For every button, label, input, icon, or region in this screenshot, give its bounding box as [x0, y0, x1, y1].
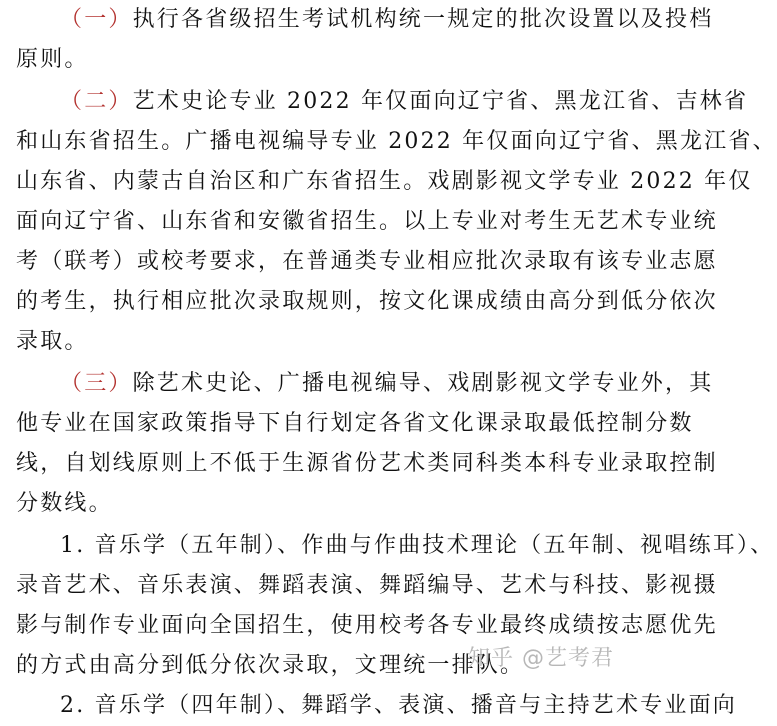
paragraph-5-line-1: 2. 音乐学（四年制）、舞蹈学、表演、播音与主持艺术专业面向 [60, 693, 737, 718]
paragraph-3-line-2: 他专业在国家政策指导下自行划定各省文化课录取最低控制分数 [16, 411, 694, 436]
section-marker-1: （一） [60, 7, 133, 32]
paragraph-1-line-1: （一）执行各省级招生考试机构统一规定的批次设置以及投档 [60, 7, 714, 32]
paragraph-4-line-3: 影与制作专业面向全国招生，使用校考各专业最终成绩按志愿优先 [16, 613, 718, 638]
paragraph-4-line-1: 1. 音乐学（五年制）、作曲与作曲技术理论（五年制、视唱练耳）、 [60, 533, 775, 558]
paragraph-2-line-6: 的考生，执行相应批次录取规则，按文化课成绩由高分到低分依次 [16, 289, 718, 314]
section-marker-3: （三） [60, 371, 133, 396]
paragraph-3-line-1: （三）除艺术史论、广播电视编导、戏剧影视文学专业外，其 [60, 371, 714, 396]
section-marker-2: （二） [60, 89, 133, 114]
paragraph-2-line-5: 考（联考）或校考要求，在普通类专业相应批次录取有该专业志愿 [16, 249, 718, 274]
paragraph-4-line-4: 的方式由高分到低分依次录取，文理统一排队。 [16, 653, 525, 678]
paragraph-2-line-1: （二）艺术史论专业 2022 年仅面向辽宁省、黑龙江省、吉林省 [60, 89, 749, 114]
paragraph-4-line-2: 录音艺术、音乐表演、舞蹈表演、舞蹈编导、艺术与科技、影视摄 [16, 573, 718, 598]
paragraph-2-line-7: 录取。 [16, 329, 89, 354]
paragraph-1-line-2: 原则。 [16, 47, 89, 72]
paragraph-3-line-3: 线，自划线原则上不低于生源省份艺术类同科类本科专业录取控制 [16, 451, 718, 476]
paragraph-2-line-2: 和山东省招生。广播电视编导专业 2022 年仅面向辽宁省、黑龙江省、 [16, 129, 777, 154]
paragraph-2-line-4: 面向辽宁省、山东省和安徽省招生。以上专业对考生无艺术专业统 [16, 209, 718, 234]
paragraph-3-line-4: 分数线。 [16, 491, 113, 516]
paragraph-2-line-3: 山东省、内蒙古自治区和广东省招生。戏剧影视文学专业 2022 年仅 [16, 169, 753, 194]
source-watermark: 知乎 @艺考君 [468, 646, 614, 671]
